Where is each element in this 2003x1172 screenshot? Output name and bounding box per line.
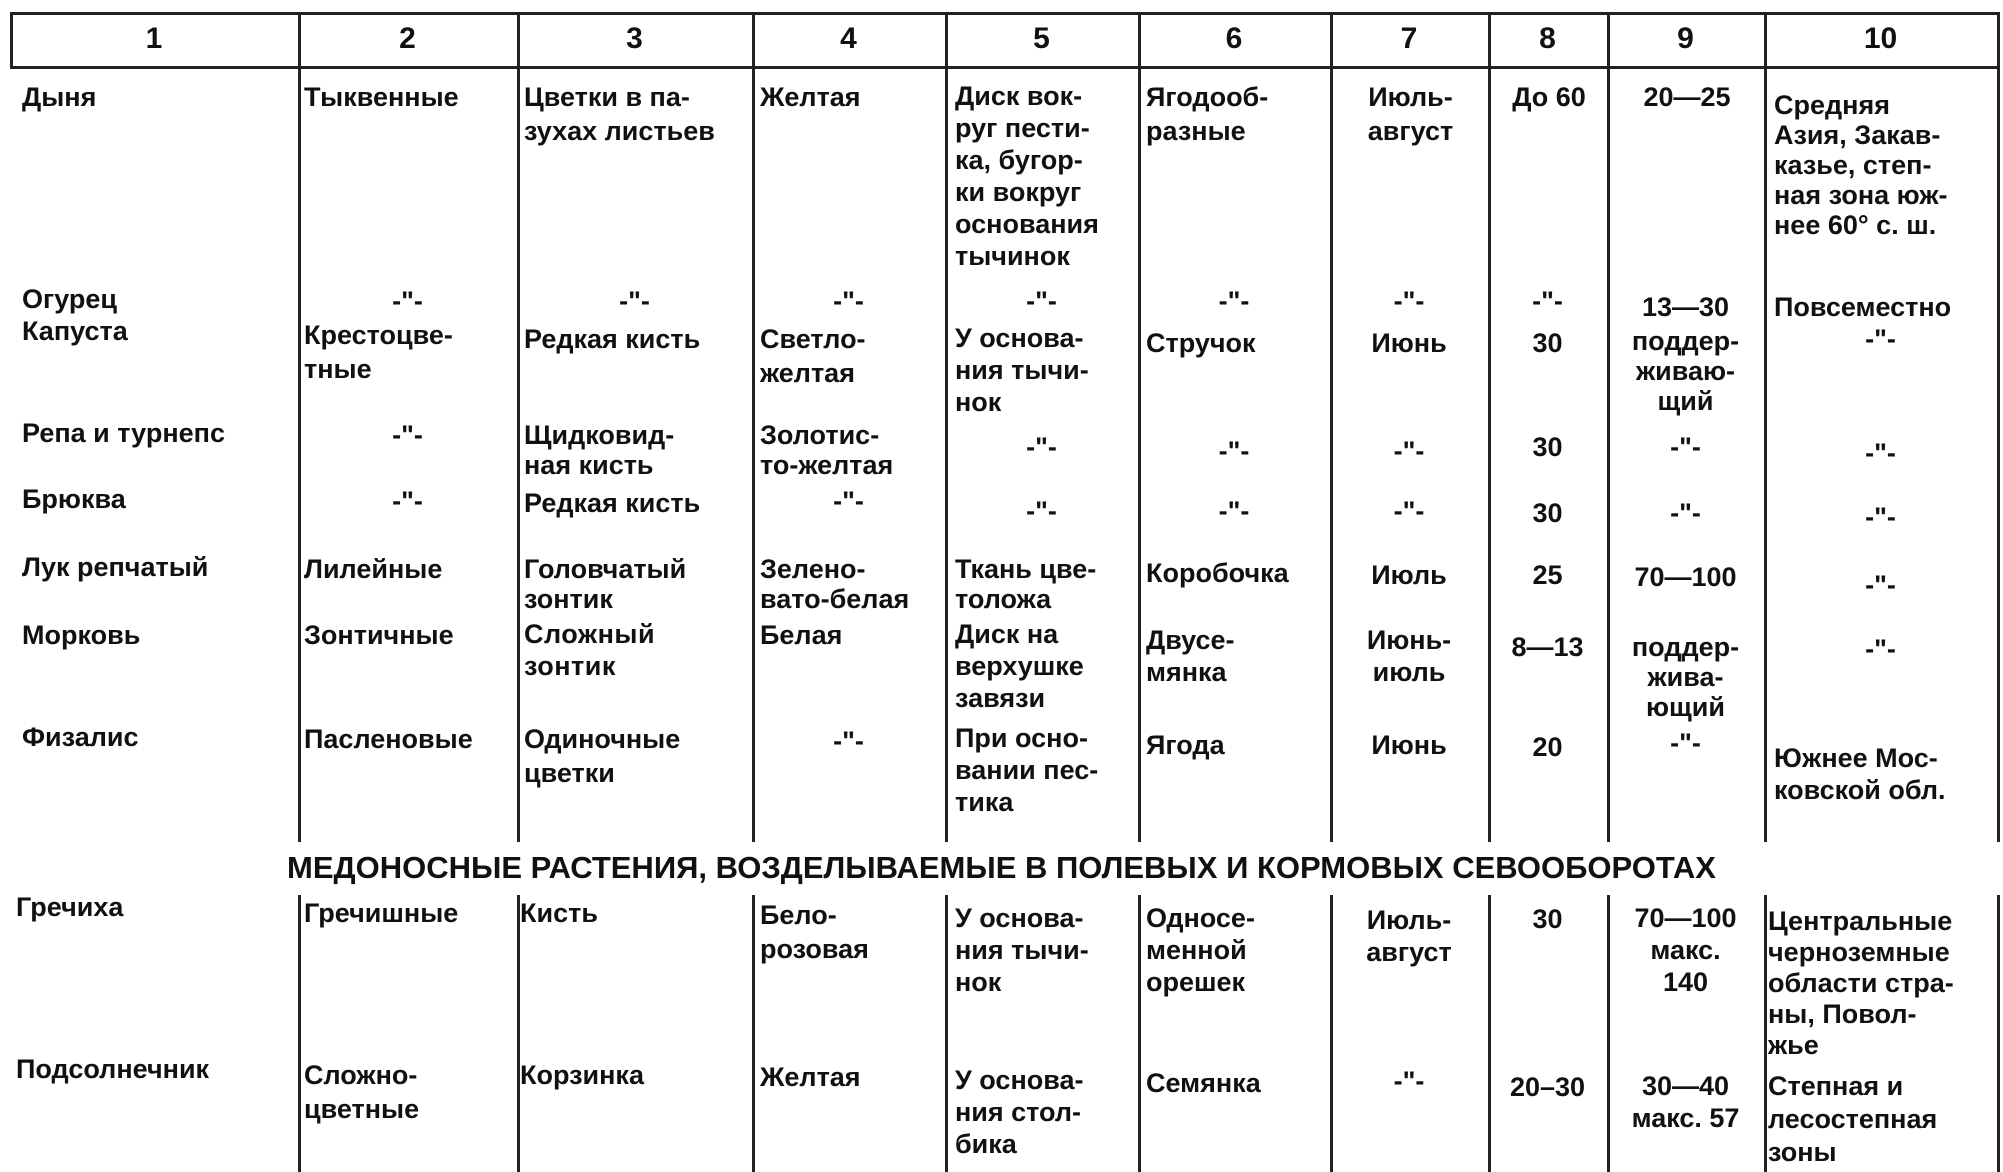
inflorescence: Одиночные цветки [524, 724, 681, 788]
nectary-location: -"- [1026, 432, 1057, 462]
column-8-value: 30 [1532, 498, 1563, 528]
nectary-location: -"- [1026, 286, 1057, 316]
flower-color: Бело- розовая [760, 900, 869, 964]
plant-family: Пасленовые [304, 724, 473, 754]
col-divider-6-lower [1138, 895, 1141, 1172]
inflorescence: Редкая кисть [524, 324, 701, 354]
column-8-value: -"- [1532, 286, 1563, 316]
growing-area: Центральные черноземные области стра- ны, Повол- жье [1768, 906, 1954, 1060]
bloom-period: -"- [1393, 436, 1425, 466]
flower-color: -"- [833, 726, 864, 756]
fruit-type: Ягодооб- разные [1146, 82, 1269, 146]
column-9-value: -"- [1670, 498, 1701, 528]
flower-color: Зелено- вато-белая [760, 554, 910, 614]
growing-area: -"- [1865, 324, 1896, 354]
plant-name: Подсолнечник [16, 1054, 210, 1084]
nectary-location: Диск на верхушке завязи [955, 619, 1084, 713]
bloom-period: Июль- август [1367, 82, 1454, 146]
col-divider-10-lower [1764, 895, 1767, 1172]
plant-name: Брюква [22, 484, 126, 514]
plant-name: Морковь [22, 620, 141, 650]
column-9-value: поддер- жива- ющий [1631, 632, 1740, 722]
plant-name: Репа и турнепс [22, 418, 225, 448]
bloom-period: Июнь [1371, 730, 1447, 760]
column-header-2: 2 [399, 22, 416, 55]
bloom-period: -"- [1393, 1066, 1425, 1096]
col-divider-8 [1488, 12, 1491, 842]
nectary-location: Ткань цве- толожа [955, 554, 1097, 614]
flower-color: Белая [760, 620, 843, 650]
inflorescence: Редкая кисть [524, 488, 701, 518]
column-8-value: 30 [1532, 904, 1563, 934]
column-header-3: 3 [626, 22, 643, 55]
col-divider-4 [752, 12, 755, 842]
bloom-period: Июль- август [1366, 905, 1452, 967]
inflorescence: Цветки в па- зухах листьев [524, 82, 715, 146]
plant-name: Огурец [22, 284, 118, 314]
fruit-type: Ягода [1146, 730, 1225, 760]
nectary-location: У основа- ния стол- бика [955, 1065, 1084, 1159]
nectary-location: У основа- ния тычи- нок [955, 903, 1089, 997]
flower-color: Золотис- то-желтая [760, 420, 894, 480]
growing-area: -"- [1865, 502, 1896, 532]
inflorescence: Корзинка [520, 1060, 644, 1090]
col-divider-5 [945, 12, 948, 842]
bloom-period: Июнь- июль [1366, 625, 1452, 687]
fruit-type: -"- [1218, 286, 1250, 316]
column-9-value: 13—30 [1641, 292, 1730, 322]
flower-color: -"- [833, 486, 864, 516]
column-9-value: поддер- живаю- щий [1631, 326, 1740, 416]
column-header-8: 8 [1539, 22, 1556, 55]
column-8-value: 20 [1532, 732, 1563, 762]
plant-family: Тыквенные [304, 82, 459, 112]
inflorescence: -"- [619, 286, 650, 316]
column-9-value: 70—100 макс. 140 [1634, 903, 1737, 997]
growing-area: Повсеместно [1774, 292, 1952, 322]
column-8-value: 30 [1532, 328, 1563, 358]
plant-name: Физалис [22, 722, 139, 752]
column-header-7: 7 [1400, 22, 1418, 55]
column-9-value: 20—25 [1643, 82, 1731, 112]
bloom-period: -"- [1393, 496, 1425, 526]
col-divider-2-lower [298, 895, 301, 1172]
bloom-period: Июнь [1371, 328, 1447, 358]
section-title: МЕДОНОСНЫЕ РАСТЕНИЯ, ВОЗДЕЛЫВАЕМЫЕ В ПОЛЕВЫХ И КОРМОВЫХ СЕВООБОРОТАХ [287, 850, 1716, 885]
fruit-type: Односе- менной орешек [1146, 903, 1255, 997]
column-8-value: 30 [1532, 432, 1563, 462]
growing-area: -"- [1865, 570, 1896, 600]
plant-name: Капуста [22, 316, 128, 346]
col-divider-3 [517, 12, 520, 842]
plant-family: Сложно- цветные [304, 1060, 420, 1124]
flower-color: Желтая [760, 1062, 861, 1092]
column-header-1: 1 [145, 22, 163, 55]
plant-family: Зонтичные [304, 620, 454, 650]
column-9-value: -"- [1670, 432, 1701, 462]
column-header-5: 5 [1033, 22, 1050, 55]
column-header-10: 10 [1863, 22, 1898, 55]
table-right-border-lower [1997, 895, 2000, 1172]
column-9-value: 30—40 макс. 57 [1631, 1071, 1740, 1133]
plant-family: -"- [392, 286, 423, 316]
header-bottom-border [10, 66, 2000, 69]
nectary-location: При осно- вании пес- тика [955, 723, 1099, 817]
column-header-9: 9 [1677, 22, 1694, 55]
fruit-type: -"- [1218, 436, 1250, 466]
plant-family: -"- [392, 420, 423, 450]
fruit-type: -"- [1218, 496, 1250, 526]
fruit-type: Семянка [1146, 1068, 1261, 1098]
column-8-value: 25 [1532, 560, 1563, 590]
plant-name: Лук репчатый [22, 552, 209, 582]
fruit-type: Коробочка [1146, 558, 1289, 588]
plant-family: Крестоцве- тные [304, 320, 453, 384]
column-8-value: До 60 [1512, 82, 1586, 112]
column-header-6: 6 [1225, 22, 1243, 55]
table-right-border [1997, 12, 2000, 842]
inflorescence: Щидковид- ная кисть [524, 420, 675, 480]
plant-family: Лилейные [304, 554, 443, 584]
bloom-period: Июль [1371, 560, 1447, 590]
flower-color: Светло- желтая [760, 324, 866, 388]
column-8-value: 20–30 [1509, 1072, 1586, 1102]
growing-area: Степная и лесостепная зоны [1768, 1071, 1938, 1167]
col-divider-6 [1138, 12, 1141, 842]
column-9-value: 70—100 [1634, 562, 1737, 592]
col-divider-4-lower [752, 895, 755, 1172]
fruit-type: Стручок [1146, 328, 1256, 358]
growing-area: -"- [1865, 634, 1896, 664]
fruit-type: Двусе- мянка [1146, 625, 1235, 687]
plant-family: -"- [392, 486, 423, 516]
column-header-4: 4 [840, 22, 857, 55]
growing-area: Южнее Мос- ковской обл. [1774, 743, 1946, 805]
column-8-value: 8—13 [1511, 632, 1584, 662]
column-9-value: -"- [1670, 728, 1701, 758]
col-divider-10 [1764, 12, 1767, 842]
plant-name: Гречиха [16, 892, 124, 922]
inflorescence: Кисть [520, 898, 598, 928]
plant-name: Дыня [22, 82, 97, 112]
inflorescence: Сложный зонтик [524, 619, 656, 681]
nectary-location: -"- [1026, 496, 1057, 526]
flower-color: -"- [833, 286, 864, 316]
growing-area: -"- [1865, 438, 1896, 468]
nectary-location: У основа- ния тычи- нок [955, 323, 1089, 417]
col-divider-5-lower [945, 895, 948, 1172]
plant-family: Гречишные [304, 898, 459, 928]
col-divider-3-lower [517, 895, 520, 1172]
bloom-period: -"- [1393, 286, 1425, 316]
inflorescence: Головчатый зонтик [524, 554, 687, 614]
nectary-location: Диск вок- руг пести- ка, бугор- ки вокруг основания тычинок [955, 81, 1099, 271]
growing-area: Средняя Азия, Закав- казье, степ- ная зона юж- нее 60° с. ш. [1774, 90, 1948, 240]
col-divider-8-lower [1488, 895, 1491, 1172]
flower-color: Желтая [760, 82, 861, 112]
